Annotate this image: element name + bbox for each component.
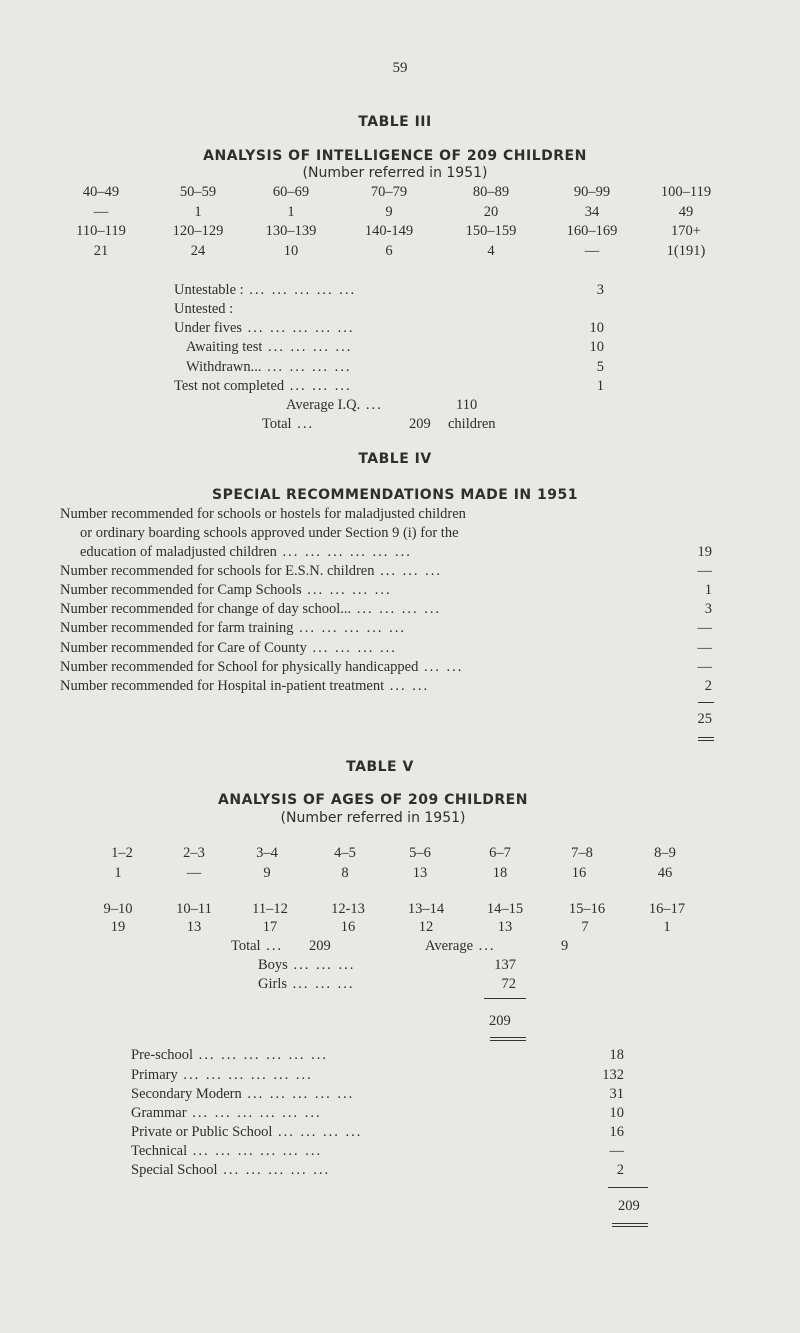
iq-count: 34 [584, 204, 600, 220]
age-average-value: 9 [561, 938, 569, 954]
age-total-value: 209 [309, 938, 331, 954]
iq-count-row-1 [0, 204, 800, 224]
recommendation-value: — [697, 563, 712, 579]
age-count: 13 [186, 919, 202, 935]
withdrawn-label: Withdrawn... ... ... ... ... [186, 359, 352, 375]
school-item: Special School ... ... ... ... ... [131, 1162, 331, 1178]
recommendation-item: Number recommended for change of day school... ... ... ... ... [60, 601, 442, 617]
iq-range: 110–119 [76, 223, 126, 239]
iq-range: 70–79 [370, 184, 408, 200]
iq-range: 160–169 [566, 223, 618, 239]
school-item: Private or Public School ... ... ... ... [131, 1124, 363, 1140]
under-fives-value: 10 [589, 320, 604, 336]
iq-range: 120–129 [172, 223, 224, 239]
iq-count-row-2 [0, 243, 800, 263]
age-range: 8–9 [654, 845, 676, 861]
school-value: 10 [609, 1105, 624, 1121]
schools-total: 209 [618, 1198, 640, 1214]
age-range: 11–12 [252, 901, 288, 917]
sum-rule [698, 702, 714, 703]
iq-count: — [93, 204, 109, 220]
untested-label: Untested : [174, 301, 234, 317]
school-value: — [609, 1143, 624, 1159]
awaiting-label: Awaiting test ... ... ... ... [186, 339, 353, 355]
age-range-row-2 [0, 901, 800, 921]
school-value: 18 [609, 1047, 624, 1063]
iq-count: 10 [283, 243, 299, 259]
recommendation-item: Number recommended for Camp Schools ... ... ... ... [60, 582, 392, 598]
double-rule [490, 1037, 526, 1041]
boys-label: Boys ... ... ... [258, 957, 356, 973]
iq-range-row-1 [0, 184, 800, 204]
school-item: Secondary Modern ... ... ... ... ... [131, 1086, 355, 1102]
school-value: 31 [609, 1086, 624, 1102]
boys-girls-total: 209 [489, 1013, 511, 1029]
not-completed-label: Test not completed ... ... ... [174, 378, 352, 394]
age-range: 12-13 [331, 901, 365, 917]
girls-value: 72 [501, 976, 516, 992]
recommendation-value: — [697, 640, 712, 656]
age-average-label: Average ... [425, 938, 496, 954]
table-iii-subtitle: (Number referred in 1951) [302, 165, 488, 181]
recommendation-item: Number recommended for Care of County ... ... ... ... [60, 640, 397, 656]
awaiting-value: 10 [589, 339, 604, 355]
recommendation-line: Number recommended for schools or hostels for maladjusted children [60, 506, 466, 522]
school-value: 2 [616, 1162, 624, 1178]
iq-count: — [584, 243, 600, 259]
iq-range: 100–119 [660, 184, 712, 200]
school-value: 132 [602, 1067, 624, 1083]
iq-range-row-2 [0, 223, 800, 243]
age-range: 7–8 [571, 845, 593, 861]
age-range: 16–17 [648, 901, 686, 917]
age-range: 2–3 [183, 845, 205, 861]
age-count: 16 [571, 865, 587, 881]
recommendation-value: 19 [697, 544, 712, 560]
untestable-label: Untestable : ... ... ... ... ... [174, 282, 357, 298]
recommendation-item: Number recommended for Hospital in-patient treatment ... ... [60, 678, 430, 694]
iq-count: 24 [190, 243, 206, 259]
school-item: Primary ... ... ... ... ... ... [131, 1067, 313, 1083]
recommendation-value: — [697, 659, 712, 675]
table-iv-label: TABLE IV [358, 451, 432, 467]
age-range: 1–2 [111, 845, 133, 861]
age-range: 6–7 [489, 845, 511, 861]
school-item: Grammar ... ... ... ... ... ... [131, 1105, 322, 1121]
boys-value: 137 [494, 957, 516, 973]
iq-range: 150–159 [465, 223, 517, 239]
double-rule [698, 737, 714, 741]
age-count: 12 [418, 919, 434, 935]
age-range: 9–10 [103, 901, 133, 917]
page-number: 59 [392, 60, 408, 76]
table-v-title: ANALYSIS OF AGES OF 209 CHILDREN [218, 792, 528, 808]
sum-rule [608, 1187, 648, 1188]
age-count: 46 [657, 865, 673, 881]
iq-count: 6 [385, 243, 393, 259]
iq-count: 4 [487, 243, 495, 259]
recommendation-value: 1 [704, 582, 712, 598]
age-count: 1 [663, 919, 671, 935]
iq-range: 60–69 [272, 184, 310, 200]
recommendation-item: Number recommended for farm training ... ... ... ... ... [60, 620, 407, 636]
age-range: 15–16 [568, 901, 606, 917]
school-item: Pre-school ... ... ... ... ... ... [131, 1047, 329, 1063]
iq-range: 140-149 [364, 223, 414, 239]
school-item: Technical ... ... ... ... ... ... [131, 1143, 323, 1159]
iq-count: 21 [93, 243, 109, 259]
age-count-row-2 [0, 919, 800, 939]
age-count: 17 [262, 919, 278, 935]
average-iq-label: Average I.Q. ... [286, 397, 383, 413]
recommendation-line: education of maladjusted children ... ... ... ... ... ... [80, 544, 412, 560]
age-count: 7 [581, 919, 589, 935]
table-v-label: TABLE V [346, 759, 414, 775]
iq-count: 1 [287, 204, 295, 220]
age-range: 13–14 [407, 901, 445, 917]
age-count: 8 [341, 865, 349, 881]
average-iq-value: 110 [456, 397, 478, 413]
age-count: 13 [497, 919, 513, 935]
iq-range: 130–139 [265, 223, 317, 239]
age-count: 16 [340, 919, 356, 935]
age-range: 10–11 [176, 901, 212, 917]
iq-count: 20 [483, 204, 499, 220]
school-value: 16 [609, 1124, 624, 1140]
age-range: 4–5 [334, 845, 356, 861]
age-range-row-1 [0, 845, 800, 865]
table-iii-title: ANALYSIS OF INTELLIGENCE OF 209 CHILDREN [203, 148, 587, 164]
table-v-subtitle: (Number referred in 1951) [280, 810, 466, 826]
iq-range: 80–89 [472, 184, 510, 200]
age-count: 9 [263, 865, 271, 881]
table-iv-title: SPECIAL RECOMMENDATIONS MADE IN 1951 [212, 487, 578, 503]
iq-range: 170+ [671, 223, 701, 239]
recommendation-item: Number recommended for schools for E.S.N. children ... ... ... [60, 563, 442, 579]
age-count: 13 [412, 865, 428, 881]
untestable-value: 3 [596, 282, 604, 298]
under-fives-label: Under fives ... ... ... ... ... [174, 320, 355, 336]
iq-count: 1 [194, 204, 202, 220]
age-total-label: Total ... [231, 938, 284, 954]
iq-count: 49 [678, 204, 694, 220]
age-count-row-1 [0, 865, 800, 885]
total-unit: children [448, 416, 496, 432]
girls-label: Girls ... ... ... [258, 976, 355, 992]
age-range: 3–4 [256, 845, 278, 861]
age-count: 1 [114, 865, 122, 881]
table-iii-label: TABLE III [358, 114, 432, 130]
double-rule [612, 1223, 648, 1227]
recommendations-total: 25 [697, 711, 712, 727]
iq-range: 40–49 [82, 184, 120, 200]
recommendation-value: — [697, 620, 712, 636]
not-completed-value: 1 [596, 378, 604, 394]
iq-range: 90–99 [573, 184, 611, 200]
age-count: 19 [110, 919, 126, 935]
total-value: 209 [409, 416, 431, 432]
withdrawn-value: 5 [596, 359, 604, 375]
recommendation-value: 2 [704, 678, 712, 694]
recommendation-value: 3 [704, 601, 712, 617]
recommendation-item: Number recommended for School for physically handicapped ... ... [60, 659, 464, 675]
iq-count: 1(191) [666, 243, 706, 259]
age-count: 18 [492, 865, 508, 881]
recommendation-line: or ordinary boarding schools approved under Section 9 (i) for the [80, 525, 459, 541]
age-range: 5–6 [409, 845, 431, 861]
age-range: 14–15 [486, 901, 524, 917]
iq-count: 9 [385, 204, 393, 220]
age-count: — [186, 865, 202, 881]
total-label: Total ... [262, 416, 315, 432]
sum-rule [484, 998, 526, 999]
iq-range: 50–59 [179, 184, 217, 200]
